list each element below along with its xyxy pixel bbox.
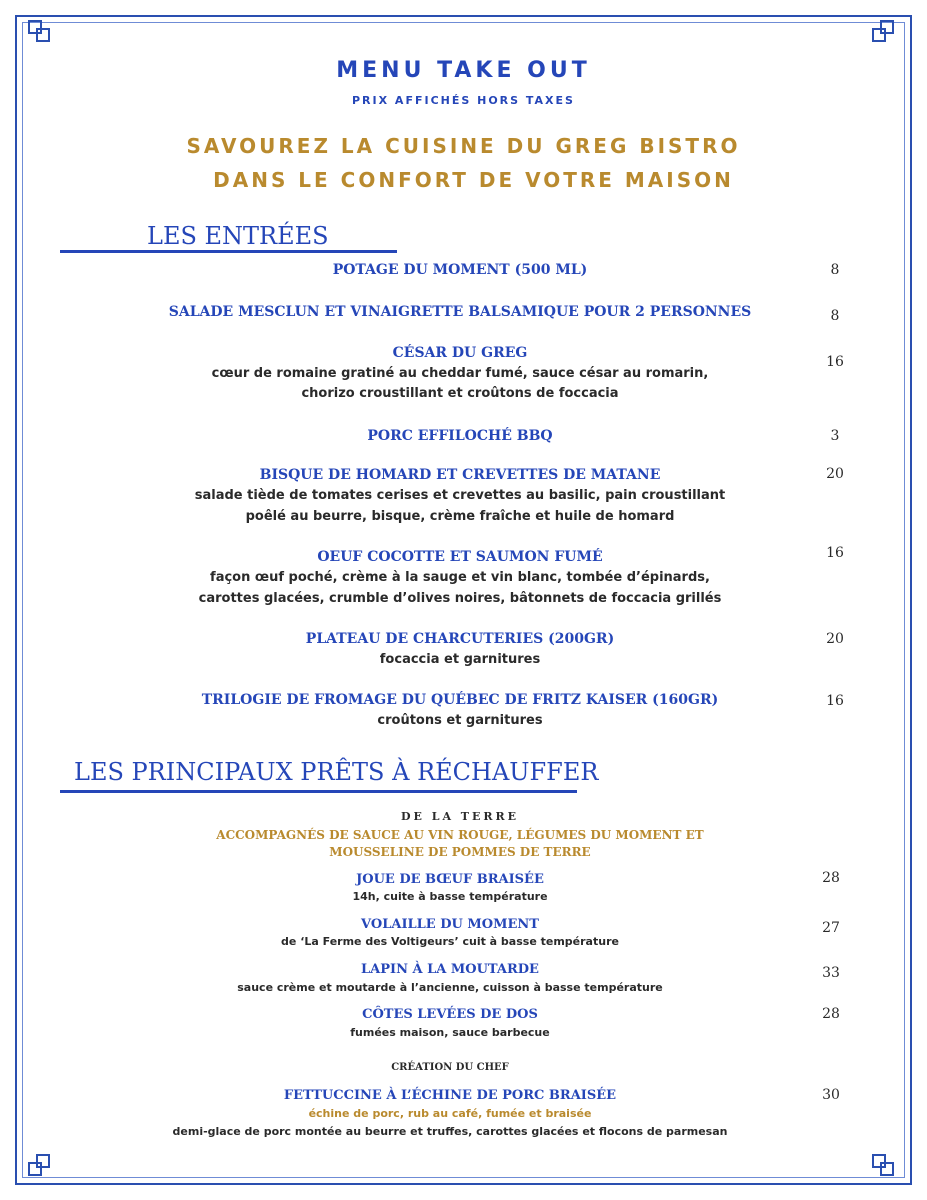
main-item-name: VOLAILLE DU MOMENT (361, 917, 539, 932)
main-item-name: JOUE DE BŒUF BRAISÉE (356, 872, 544, 887)
menu-item-price: 20 (826, 466, 844, 482)
menu-item-description: salade tiède de tomates cerises et crevettes au basilic, pain croustillant (194, 488, 726, 503)
menu-item-description: chorizo croustillant et croûtons de foccacia (301, 386, 619, 401)
section-underline-principaux (60, 790, 577, 793)
main-item-price: 27 (822, 920, 840, 936)
main-item-price: 30 (822, 1087, 840, 1103)
main-item-description: demi-glace de porc montée au beurre et truffes, carottes glacées et flocons de parmesan (172, 1125, 728, 1138)
menu-item-description: carottes glacées, crumble d’olives noires, bâtonnets de foccacia grillés (198, 591, 722, 606)
menu-item-price: 3 (830, 428, 840, 444)
main-item-description: de ‘La Ferme des Voltigeurs’ cuit à basse température (281, 935, 619, 948)
section-heading-entrees: LES ENTRÉES (147, 222, 329, 250)
menu-item-name: TRILOGIE DE FROMAGE DU QUÉBEC DE FRITZ KAISER (160GR) (201, 692, 719, 708)
main-item-price: 33 (822, 965, 840, 981)
section-heading-principaux: LES PRINCIPAUX PRÊTS À RÉCHAUFFER (74, 758, 599, 786)
menu-item-name: PORC EFFILOCHÉ BBQ (367, 428, 553, 444)
corner-ornament-top-right (872, 20, 894, 42)
section-underline-entrees (60, 250, 397, 253)
menu-item-name: CÉSAR DU GREG (392, 345, 528, 361)
menu-item-name: POTAGE DU MOMENT (500 ML) (332, 262, 588, 278)
menu-item-description: cœur de romaine gratiné au cheddar fumé, sauce césar au romarin, (211, 366, 709, 381)
main-item-name: FETTUCCINE À L’ÉCHINE DE PORC BRAISÉE (283, 1088, 617, 1103)
subsection-note: ACCOMPAGNÉS DE SAUCE AU VIN ROUGE, LÉGUMES DU MOMENT ET (216, 828, 704, 842)
menu-title: MENU TAKE OUT (336, 58, 591, 83)
menu-item-price: 20 (826, 631, 844, 647)
subsection-heading-chef: CRÉATION DU CHEF (391, 1062, 509, 1073)
corner-ornament-bottom-left (28, 1154, 50, 1176)
main-item-description-accent: échine de porc, rub au café, fumée et braisée (308, 1107, 592, 1120)
menu-item-description: croûtons et garnitures (377, 713, 543, 728)
menu-item-price: 16 (826, 545, 844, 561)
menu-item-name: OEUF COCOTTE ET SAUMON FUMÉ (317, 549, 603, 565)
menu-item-name: SALADE MESCLUN ET VINAIGRETTE BALSAMIQUE POUR 2 PERSONNES (168, 304, 752, 320)
menu-item-description: focaccia et garnitures (379, 652, 541, 667)
main-item-description: fumées maison, sauce barbecue (350, 1026, 550, 1039)
menu-item-description: poêlé au beurre, bisque, crème fraîche et huile de homard (245, 509, 675, 524)
main-item-name: LAPIN À LA MOUTARDE (361, 962, 539, 977)
corner-ornament-top-left (28, 20, 50, 42)
subsection-note: MOUSSELINE DE POMMES DE TERRE (329, 845, 591, 859)
main-item-price: 28 (822, 1006, 840, 1022)
main-item-description: 14h, cuite à basse température (352, 890, 548, 903)
main-item-price: 28 (822, 870, 840, 886)
menu-item-price: 8 (830, 308, 840, 324)
subsection-heading-terre: DE LA TERRE (400, 810, 520, 823)
tagline-line-1: SAVOUREZ LA CUISINE DU GREG BISTRO (186, 134, 741, 158)
menu-item-price: 8 (830, 262, 840, 278)
menu-item-name: BISQUE DE HOMARD ET CREVETTES DE MATANE (259, 467, 661, 483)
corner-ornament-bottom-right (872, 1154, 894, 1176)
main-item-name: CÔTES LEVÉES DE DOS (362, 1007, 538, 1022)
menu-item-name: PLATEAU DE CHARCUTERIES (200GR) (305, 631, 615, 647)
menu-subtitle: PRIX AFFICHÉS HORS TAXES (352, 94, 575, 107)
menu-item-description: façon œuf poché, crème à la sauge et vin blanc, tombée d’épinards, (210, 570, 710, 585)
menu-item-price: 16 (826, 354, 844, 370)
tagline-line-2: DANS LE CONFORT DE VOTRE MAISON (213, 168, 734, 192)
main-item-description: sauce crème et moutarde à l’ancienne, cuisson à basse température (237, 981, 663, 994)
menu-item-price: 16 (826, 693, 844, 709)
